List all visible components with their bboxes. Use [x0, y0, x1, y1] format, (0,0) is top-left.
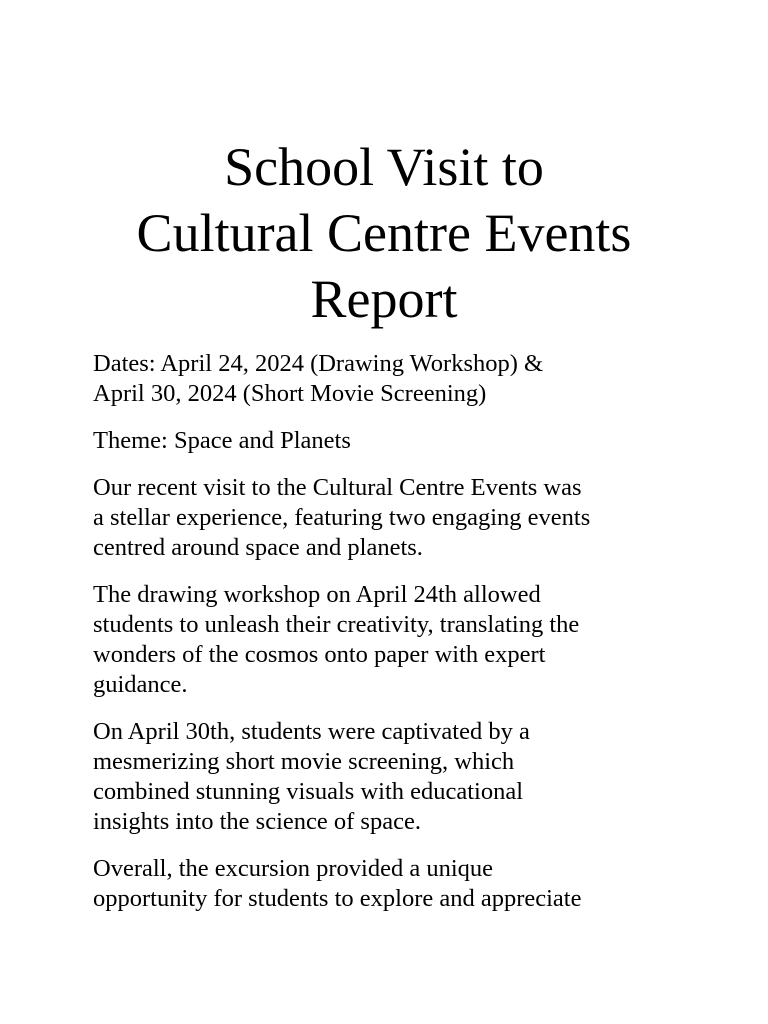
- theme-paragraph: [93, 426, 693, 456]
- title-line: Report: [310, 269, 458, 329]
- intro-paragraph: [93, 473, 693, 563]
- dates-paragraph: [93, 349, 693, 409]
- title-line: Cultural Centre Events: [136, 203, 632, 263]
- paragraph-line: mesmerizing short movie screening, which: [93, 748, 515, 775]
- paragraph-line: The drawing workshop on April 24th allowed: [93, 581, 541, 608]
- screening-paragraph: [93, 717, 693, 837]
- paragraph-line: centred around space and planets.: [93, 534, 423, 561]
- workshop-paragraph: [93, 580, 693, 700]
- report-title: [60, 134, 708, 332]
- paragraph-line: Overall, the excursion provided a unique: [93, 855, 494, 882]
- paragraph-line: opportunity for students to explore and appreciate: [93, 885, 582, 912]
- paragraph-line: guidance.: [93, 671, 188, 698]
- paragraph-line: April 30, 2024 (Short Movie Screening): [93, 380, 487, 407]
- report-body: [93, 349, 693, 931]
- paragraph-line: students to unleash their creativity, translating the: [93, 611, 580, 638]
- paragraph-line: wonders of the cosmos onto paper with expert: [93, 641, 546, 668]
- paragraph-line: Theme: Space and Planets: [93, 427, 351, 454]
- conclusion-paragraph: [93, 854, 693, 914]
- paragraph-line: Dates: April 24, 2024 (Drawing Workshop) &: [93, 350, 544, 377]
- title-line: School Visit to: [224, 137, 544, 197]
- paragraph-line: On April 30th, students were captivated by a: [93, 718, 530, 745]
- paragraph-line: combined stunning visuals with educational: [93, 778, 524, 805]
- paragraph-line: Our recent visit to the Cultural Centre Events was: [93, 474, 582, 501]
- paragraph-line: a stellar experience, featuring two engaging events: [93, 504, 591, 531]
- paragraph-line: insights into the science of space.: [93, 808, 421, 835]
